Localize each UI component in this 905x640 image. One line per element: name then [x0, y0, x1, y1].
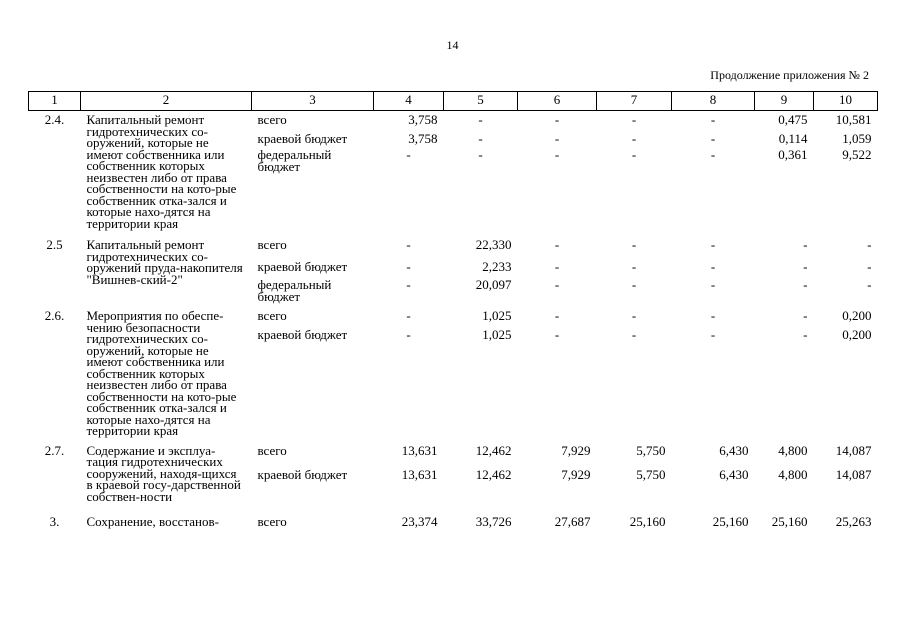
funding-source	[252, 329, 374, 437]
value-cell-col-10: 14,087	[835, 442, 872, 458]
value-cell-col-7: -	[631, 147, 637, 162]
funding-source-text: всего	[257, 237, 287, 252]
header-cell: 3	[252, 92, 374, 111]
table-row	[29, 302, 878, 329]
value-cell-col-9: -	[803, 327, 808, 342]
page-number: 14	[446, 38, 459, 52]
funding-source-text: краевой бюджет	[257, 466, 348, 482]
row-number: 2.7.	[44, 442, 65, 458]
measure-name-text: Капитальный ремонт гидротехнических со-оружений, которые не имеют собственника или собственник которых неизвестен либо от права собственности на кото-рые собственник отка-зался и которые нахо-дятся на территории края	[86, 112, 237, 231]
value-cell-col-9: -	[803, 237, 808, 252]
header-cell: 9	[755, 92, 814, 111]
table-row	[29, 437, 878, 469]
table-row	[29, 229, 878, 261]
value-cell-col-5: 12,462	[475, 466, 512, 482]
value-cell-col-8: 25,160	[712, 514, 749, 529]
funding-source-text: всего	[257, 442, 287, 458]
value-cell-col-6: 27,687	[554, 514, 591, 529]
measure-name	[81, 302, 252, 437]
measure-name-text: Сохранение, восстанов-	[86, 514, 219, 529]
table-body	[29, 111, 878, 533]
measure-name	[81, 229, 252, 302]
value-cell-col-7: 5,750	[636, 442, 666, 458]
funding-source	[252, 466, 374, 503]
table-row	[29, 111, 878, 134]
measure-name-text: Содержание и эксплуа-тация гидротехнических сооружений, находя-щихся в краевой госу-дарственной собствен-ности	[86, 442, 241, 504]
value-cell-col-5: 22,330	[475, 237, 512, 252]
header-cell: 8	[672, 92, 755, 111]
header-cell: 4	[374, 92, 444, 111]
value-cell-col-7: -	[631, 112, 637, 127]
measure-name	[81, 502, 252, 532]
value-cell-col-6: 7,929	[561, 466, 591, 482]
value-cell-col-10: 9,522	[842, 147, 872, 162]
funding-source-text: федеральный бюджет	[257, 277, 332, 304]
value-cell-col-9: -	[803, 259, 808, 274]
funding-source-text: федеральный бюджет	[257, 147, 332, 174]
value-cell-col-5: -	[478, 112, 483, 127]
value-cell-col-4: -	[406, 327, 411, 342]
value-cell-col-4: 13,631	[401, 442, 438, 458]
header-row	[29, 92, 878, 111]
value-cell-col-8: 6,430	[719, 466, 749, 482]
header-cell: 6	[518, 92, 597, 111]
value-cell-col-5: -	[478, 147, 483, 162]
value-cell-col-7: -	[631, 259, 637, 274]
value-cell-col-10: -	[867, 259, 872, 274]
value-cell-col-8: -	[710, 308, 716, 323]
funding-source	[252, 229, 374, 261]
appendix-table	[28, 91, 878, 532]
value-cell-col-9: 25,160	[771, 514, 808, 529]
value-cell-col-5: 1,025	[482, 327, 512, 342]
funding-source-text: краевой бюджет	[257, 131, 348, 146]
value-cell-col-4: -	[406, 259, 411, 274]
header-cell: 1	[29, 92, 81, 111]
value-cell-col-10: 14,087	[835, 466, 872, 482]
value-cell-col-10: -	[867, 277, 872, 292]
header-cell: 10	[814, 92, 878, 111]
measure-name-text: Капитальный ремонт гидротехнических со-оружений пруда-накопителя "Вишнев-ский-2"	[86, 237, 243, 287]
funding-source-text: краевой бюджет	[257, 259, 348, 274]
funding-source-text: всего	[257, 112, 287, 127]
value-cell-col-10: 0,200	[842, 308, 872, 323]
row-number: 3.	[49, 514, 60, 529]
funding-source	[252, 149, 374, 229]
value-cell-col-8: -	[710, 327, 716, 342]
value-cell-col-6: 7,929	[561, 442, 591, 458]
value-cell-col-4: 13,631	[401, 466, 438, 482]
value-cell-col-8: 6,430	[719, 442, 749, 458]
value-cell-col-7: -	[631, 277, 637, 292]
value-cell-col-10: 25,263	[835, 514, 872, 529]
value-cell-col-8: -	[710, 147, 716, 162]
value-cell-col-6: -	[554, 259, 560, 274]
value-cell-col-4: 3,758	[408, 112, 438, 127]
continuation-label: Продолжение приложения № 2	[710, 68, 869, 82]
value-cell-col-8: -	[710, 259, 716, 274]
value-cell-col-6: -	[554, 147, 560, 162]
measure-name-text: Мероприятия по обеспе-чению безопасности гидротехнических со-оружений, которые не имеют собственника или собственник которых неизвестен либо от права собственности на кото-рые собственник отка-зался и которые нахо-дятся на территории края	[86, 308, 237, 438]
value-cell-col-9: -	[803, 277, 808, 292]
value-cell-col-7: -	[631, 131, 637, 146]
value-cell-col-5: 12,462	[475, 442, 512, 458]
value-cell-col-5: 33,726	[475, 514, 512, 529]
measure-name	[81, 111, 252, 230]
value-cell-col-4: -	[406, 147, 411, 162]
value-cell-col-7: 5,750	[636, 466, 666, 482]
value-cell-col-4: 23,374	[401, 514, 438, 529]
value-cell-col-6: -	[554, 237, 560, 252]
value-cell-col-10: 1,059	[842, 131, 872, 146]
value-cell-col-9: 0,361	[778, 147, 808, 162]
value-cell-col-10: 10,581	[835, 112, 872, 127]
value-cell-col-10: 0,200	[842, 327, 872, 342]
row-number: 2.5	[46, 237, 63, 252]
value-cell-col-4: -	[406, 308, 411, 323]
funding-source	[252, 302, 374, 329]
row-number: 2.4.	[44, 112, 65, 127]
value-cell-col-10: -	[867, 237, 872, 252]
value-cell-col-4: -	[406, 277, 411, 292]
funding-source-text: всего	[257, 514, 287, 529]
header-cell: 5	[444, 92, 518, 111]
value-cell-col-8: -	[710, 237, 716, 252]
value-cell-col-5: 1,025	[482, 308, 512, 323]
value-cell-col-5: -	[478, 131, 483, 146]
funding-source	[252, 279, 374, 302]
table-row	[29, 502, 878, 532]
value-cell-col-6: -	[554, 308, 560, 323]
value-cell-col-7: 25,160	[629, 514, 666, 529]
measure-name	[81, 437, 252, 503]
value-cell-col-6: -	[554, 327, 560, 342]
value-cell-col-8: -	[710, 112, 716, 127]
funding-source-text: краевой бюджет	[257, 327, 348, 342]
value-cell-col-4: -	[406, 237, 411, 252]
value-cell-col-9: 4,800	[778, 442, 808, 458]
value-cell-col-9: 0,475	[778, 112, 808, 127]
funding-source	[252, 111, 374, 134]
value-cell-col-9: 0,114	[778, 131, 808, 146]
header-cell: 7	[597, 92, 672, 111]
value-cell-col-7: -	[631, 308, 637, 323]
value-cell-col-4: 3,758	[408, 131, 438, 146]
value-cell-col-5: 2,233	[482, 259, 512, 274]
header-cell: 2	[81, 92, 252, 111]
value-cell-col-6: -	[554, 112, 560, 127]
value-cell-col-6: -	[554, 277, 560, 292]
value-cell-col-9: 4,800	[778, 466, 808, 482]
value-cell-col-6: -	[554, 131, 560, 146]
value-cell-col-9: -	[803, 308, 808, 323]
funding-source-text: всего	[257, 308, 287, 323]
funding-source	[252, 502, 374, 532]
value-cell-col-7: -	[631, 327, 637, 342]
value-cell-col-7: -	[631, 237, 637, 252]
value-cell-col-5: 20,097	[475, 277, 512, 292]
row-number: 2.6.	[44, 308, 65, 323]
value-cell-col-8: -	[710, 277, 716, 292]
funding-source	[252, 437, 374, 469]
value-cell-col-8: -	[710, 131, 716, 146]
